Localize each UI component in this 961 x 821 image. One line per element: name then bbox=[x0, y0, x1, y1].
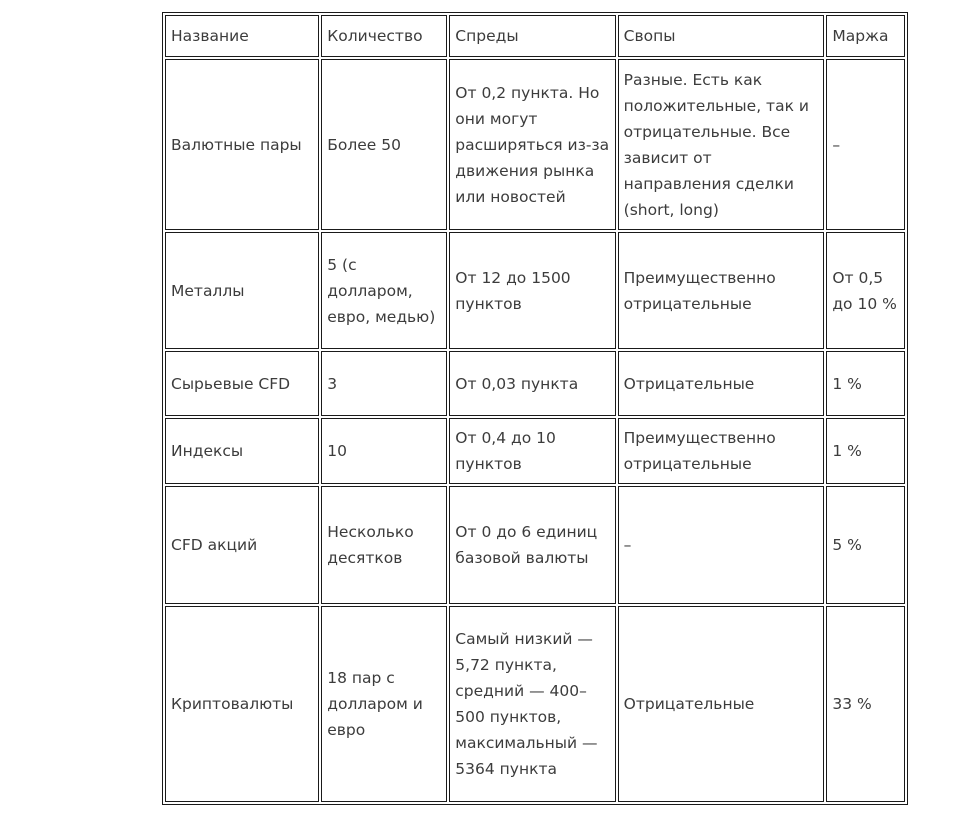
table-cell: 3 bbox=[321, 351, 447, 416]
table-cell: От 0,03 пункта bbox=[449, 351, 615, 416]
table-cell: Сырьевые CFD bbox=[165, 351, 319, 416]
table-cell: Индексы bbox=[165, 418, 319, 484]
table-cell: 10 bbox=[321, 418, 447, 484]
table-cell: Самый низкий — 5,72 пункта, средний — 400–500 пунктов, максимальный — 5364 пункта bbox=[449, 606, 615, 802]
table-cell: 1 % bbox=[826, 418, 905, 484]
header-cell-swaps: Свопы bbox=[618, 15, 825, 57]
header-cell-spreads: Спреды bbox=[449, 15, 615, 57]
table-row bbox=[165, 351, 905, 416]
table-cell: 5 (с долларом, евро, медью) bbox=[321, 232, 447, 349]
table-cell: Металлы bbox=[165, 232, 319, 349]
table-cell: Валютные пары bbox=[165, 59, 319, 230]
table-cell: От 0 до 6 единиц базовой валюты bbox=[449, 486, 615, 604]
table-cell: – bbox=[618, 486, 825, 604]
table-cell: От 0,4 до 10 пунктов bbox=[449, 418, 615, 484]
table-cell: Криптовалюты bbox=[165, 606, 319, 802]
table-row bbox=[165, 232, 905, 349]
table-cell: Несколько десятков bbox=[321, 486, 447, 604]
table-cell: Разные. Есть как положительные, так и отрицательные. Все зависит от направления сделки (short, long) bbox=[618, 59, 825, 230]
comparison-table bbox=[162, 12, 908, 805]
table-row bbox=[165, 59, 905, 230]
table-cell: Преимущественно отрицательные bbox=[618, 418, 825, 484]
header-cell-margin: Маржа bbox=[826, 15, 905, 57]
table-cell: Более 50 bbox=[321, 59, 447, 230]
table-cell: От 0,5 до 10 % bbox=[826, 232, 905, 349]
table-cell: Преимущественно отрицательные bbox=[618, 232, 825, 349]
header-cell-quantity: Количество bbox=[321, 15, 447, 57]
table-container bbox=[162, 12, 908, 805]
table-cell: CFD акций bbox=[165, 486, 319, 604]
table-cell: От 12 до 1500 пунктов bbox=[449, 232, 615, 349]
table-cell: – bbox=[826, 59, 905, 230]
table-row bbox=[165, 418, 905, 484]
table-row bbox=[165, 486, 905, 604]
table-header-row bbox=[165, 15, 905, 57]
table-cell: 33 % bbox=[826, 606, 905, 802]
table-cell: От 0,2 пункта. Но они могут расширяться из-за движения рынка или новостей bbox=[449, 59, 615, 230]
table-cell: 5 % bbox=[826, 486, 905, 604]
table-cell: Отрицательные bbox=[618, 606, 825, 802]
table-cell: Отрицательные bbox=[618, 351, 825, 416]
header-cell-name: Название bbox=[165, 15, 319, 57]
table-cell: 18 пар с долларом и евро bbox=[321, 606, 447, 802]
table-cell: 1 % bbox=[826, 351, 905, 416]
table-row bbox=[165, 606, 905, 802]
